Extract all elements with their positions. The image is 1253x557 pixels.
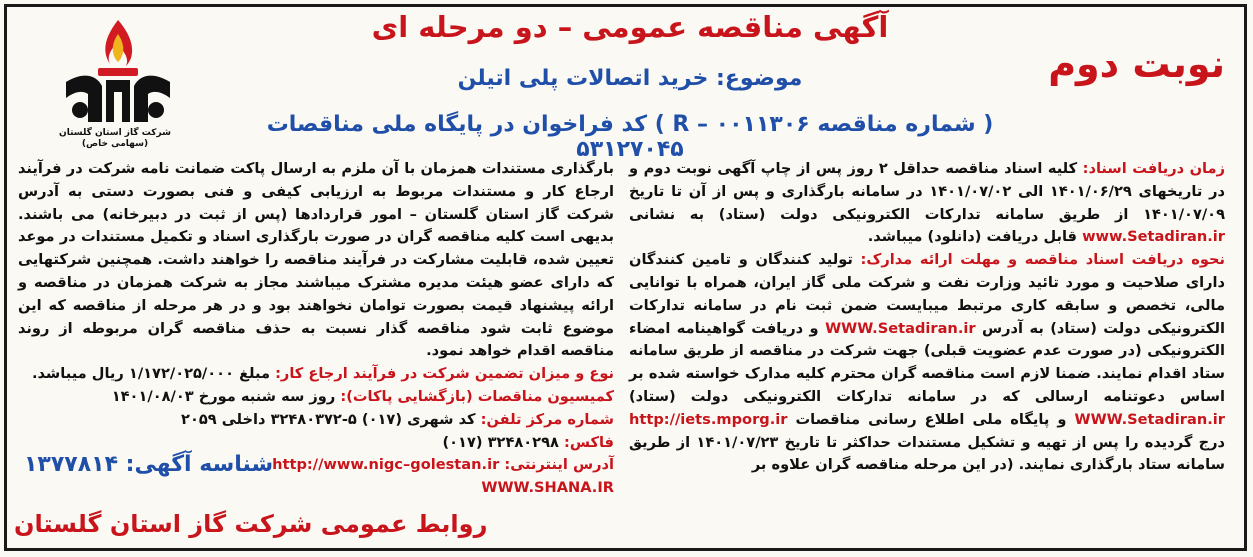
fax-label: فاکس: <box>564 433 614 451</box>
iets-link[interactable]: http://iets.mporg.ir <box>629 410 788 428</box>
commission-line <box>18 386 614 409</box>
submission-method-label: نحوه دریافت اسناد مناقصه و مهلت ارائه مدارک: <box>860 251 1225 269</box>
submission-method-paragraph <box>629 249 1225 477</box>
submission-method-text-3: و پایگاه ملی اطلاع رسانی مناقصات <box>795 410 1075 428</box>
shana-line <box>18 477 614 500</box>
phone-text: کد شهری (۰۱۷) ۵-۳۲۴۸۰۳۷۲ داخلی ۲۰۵۹ <box>181 410 481 428</box>
shana-link[interactable]: WWW.SHANA.IR <box>481 479 614 497</box>
receipt-time-tail: قابل دریافت (دانلود) میباشد. <box>867 228 1083 246</box>
commission-label: کمیسیون مناقصات (بازگشایی پاکات): <box>340 387 614 405</box>
footer-public-relations: روابط عمومی شرکت گاز استان گلستان <box>14 510 488 538</box>
submission-method-text-4: درج گردیده را پس از تهیه و تشکیل مستندات حداکثر تا تاریخ ۱۴۰۱/۰۷/۲۳ از طریق سامانه ستاد بارگذاری نمایند. (در این مرحله مناقصه گران علاوه بر <box>629 433 1226 474</box>
fax-text: ۳۲۴۸۰۲۹۸ (۰۱۷) <box>442 433 564 451</box>
guarantee-text: مبلغ ۱/۱۷۲/۰۲۵/۰۰۰ ریال میباشد. <box>31 365 276 383</box>
tender-number-line: ( شماره مناقصه R – ۰۰۱۱۳۰۶ ) کد فراخوان در پایگاه ملی مناقصات ۵۳۱۲۷۰۴۵ <box>266 112 994 162</box>
submission-method-text-2: و دریافت گواهینامه امضاء الکترونیکی (در صورت عدم عضویت قبلی) جهت شرکت در مناقصه از طریق سامانه ستاد اقدام نمایند. ضمنا لازم است مناقصه گران محترم کلیه مدارک خواسته شده بر اساس دعوتنامه ارسالی که در سامانه تدارکات الکترونیکی دولت (ستاد) <box>629 319 1225 405</box>
document-receipt-paragraph <box>629 158 1225 249</box>
turn-label: نوبت دوم <box>1048 42 1225 86</box>
receipt-time-text: کلیه اسناد مناقصه حداقل ۲ روز پس از چاپ آگهی نوبت دوم و در تاریخهای ۱۴۰۱/۰۶/۲۹ الی ۱۴۰۱/۰۷/۰۲ در سامانه بارگذاری و پس از آن تا تاریخ ۱۴۰۱/۰۷/۰۹ از طریق سامانه تدارکات الکترونیکی دولت (ستاد) به نشانی <box>629 160 1225 223</box>
ad-identifier: شناسه آگهی: ۱۳۷۷۸۱۴ <box>24 452 274 477</box>
setadiran-link-3[interactable]: WWW.Setadiran.ir <box>1074 410 1225 428</box>
submission-method-text: تولید کنندگان و تامین کنندگان دارای صلاحیت و مورد تائید وزارت نفت و شرکت ملی گاز ایران، همراه با توانایی مالی، تخصص و سابقه کاری مرتبط میبایست ضمن ثبت نام در سامانه تدارکات الکترونیکی دولت (ستاد) به آدرس <box>629 251 1225 337</box>
receipt-time-label: زمان دریافت اسناد: <box>1082 160 1225 177</box>
phone-label: شماره مرکز تلفن: <box>480 410 614 428</box>
logo-caption <box>40 128 190 150</box>
right-column <box>629 158 1225 477</box>
phone-line <box>18 409 614 432</box>
ad-title: آگهی مناقصه عمومی – دو مرحله ای <box>371 10 889 44</box>
left-column <box>18 158 614 500</box>
guarantee-label: نوع و میزان تضمین شرکت در فرآیند ارجاع کار: <box>275 365 614 383</box>
setadiran-link-2[interactable]: WWW.Setadiran.ir <box>825 319 976 337</box>
commission-text: روز سه شنبه مورخ ۱۴۰۱/۰۸/۰۳ <box>111 387 341 405</box>
upload-requirements-paragraph: بارگذاری مستندات همزمان با آن ملزم به ارسال پاکت ضمانت نامه شرکت در فرآیند ارجاع کار و مستندات مربوط به ارزیابی کیفی و فنی بصورت دستی به آدرس شرکت گاز استان گلستان – امور قراردادها (پس از ثبت در دبیرخانه) می باشند. بدیهی است کلیه مناقصه گران در صورت بارگذاری اسناد و تکمیل مستندات در موعد تعیین شده، قابلیت مشارکت در فرآیند مناقصه را خواهند داشت. همچنین شرکتهایی که دارای عضو هیئت مدیره مشترک میباشند مجاز به شرکت همزمان در مناقصه و ارائه پیشنهاد قیمت بصورت توامان نخواهند بود و در هر مرحله از مناقصه که این موضوع ثابت شود مناقصه گذار نسبت به حذف مناقصه گران مربوطه از روند مناقصه اقدام خواهد نمود. <box>18 160 614 360</box>
fax-line <box>18 432 614 455</box>
logo-caption-company: شرکت گاز استان گلستان <box>59 128 171 138</box>
guarantee-line <box>18 363 614 386</box>
website-label: آدرس اینترنتی: <box>504 456 614 474</box>
setadiran-link[interactable]: www.Setadiran.ir <box>1082 228 1225 246</box>
logo-caption-type: (سهامی خاص) <box>81 139 149 149</box>
ad-subject: موضوع: خرید اتصالات پلی اتیلن <box>457 66 803 91</box>
nigc-golestan-link[interactable]: http://www.nigc–golestan.ir <box>272 456 500 474</box>
